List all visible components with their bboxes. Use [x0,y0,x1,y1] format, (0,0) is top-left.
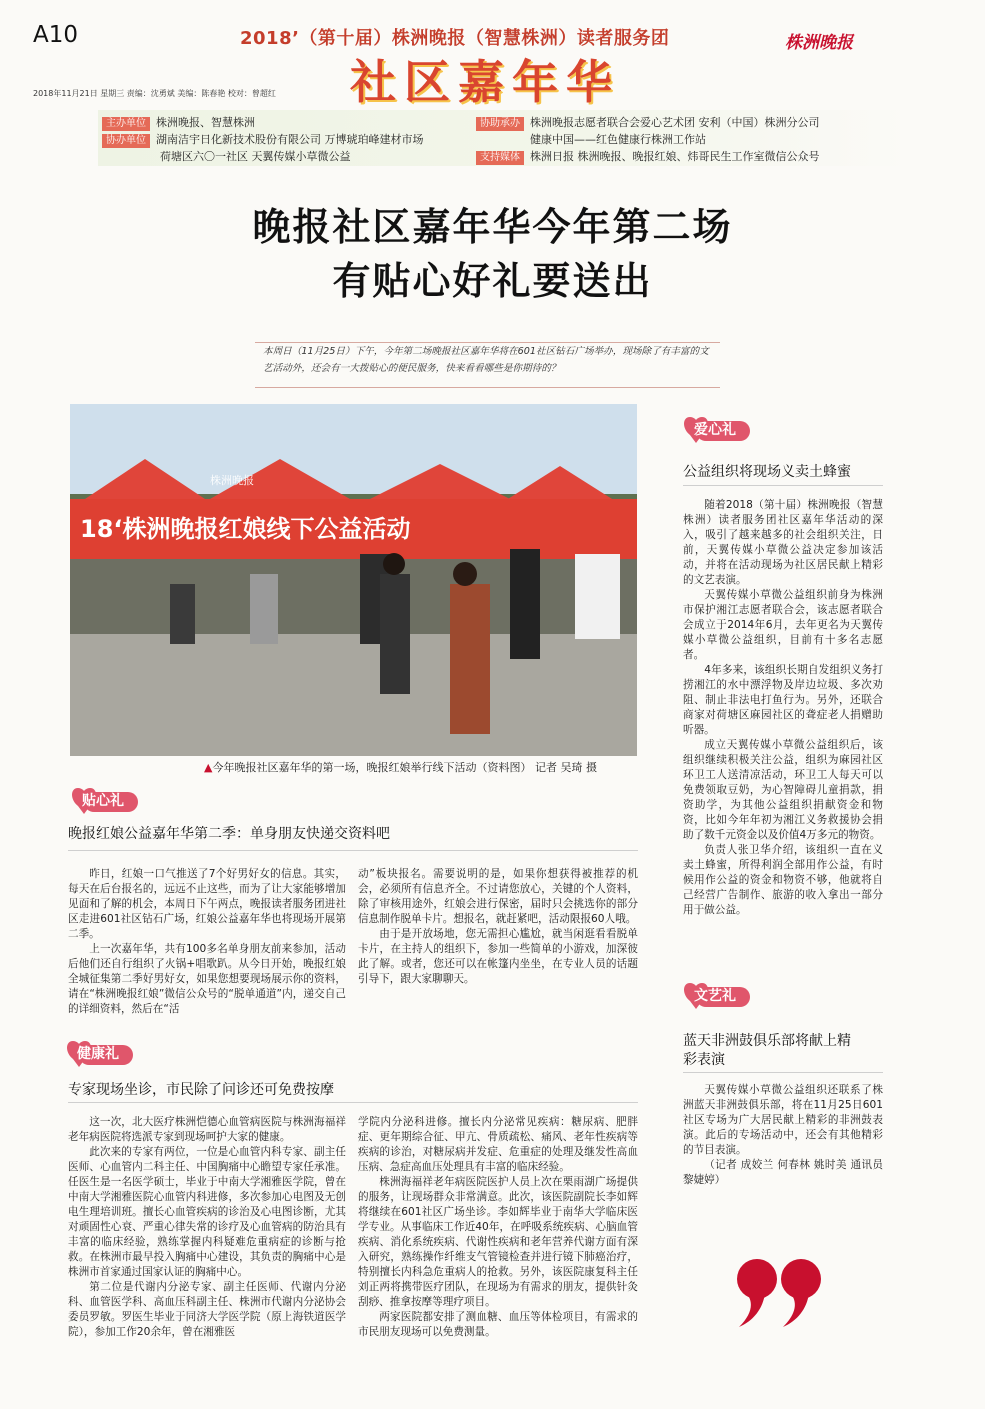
sponsor-tag: 协助承办 [476,117,524,131]
paragraph: 昨日，红娘一口气推送了7个好男好女的信息。其实，每天在后台报名的，远远不止这些，而为了让大家能够增加见面和了解的机会，本周日下午两点，晚报读者服务团进社区走进601社区钻石广场，红娘公益嘉年华也将现场开展第二季。 [68,868,346,940]
sponsor-text: 湖南洁宇日化新技术股份有限公司 万博琥珀峰建材市场 [156,133,424,146]
section-badge-aixin [680,415,750,445]
paragraph: 株洲海福祥老年病医院医护人员上次在栗雨湖广场提供的服务，让现场群众非常满意。此次，该医院副院长李如辉将继续在601社区广场坐诊。李如辉毕业于南华大学临床医学专业。从事临床工作近40年，在呼吸系统疾病、心脑血管疾病、消化系统疾病、代谢性疾病和老年营养代谢方面有深入研究，熟练操作纤维支气管镜检查并进行镜下肺癌治疗，特别擅长内科急危重病人的抢救。另外，该医院康复科主任刘正两将携带医疗团队，在现场为有需求的朋友，提供针灸刮痧、推拿按摩等理疗项目。 [358,1176,638,1308]
headline-line-1: 晚报社区嘉年华今年第二场 [252,205,733,249]
sponsor-text: 株洲晚报志愿者联合会爱心艺术团 安利（中国）株洲分公司 [530,116,820,129]
section1-col2 [358,867,638,987]
sponsor-row [160,148,351,164]
section-badge-tiexin [68,786,138,816]
badge-label: 文艺礼 [694,988,736,1004]
sponsor-row [102,114,255,131]
paragraph: 动”板块报名。需要说明的是，如果你想获得被推荐的机会，必须所有信息齐全。不过请您放心，关键的个人资料，除了审核用途外，红娘会进行保密，届时只会挑选你的部分信息制作脱单卡片。想报名，就赶紧吧，活动限报60人哦。 [358,868,638,925]
sponsor-row [530,131,706,147]
sponsor-tag: 支持媒体 [476,151,524,165]
page-number: A10 [33,22,79,48]
paragraph: 天翼传媒小草微公益组织前身为株洲市保护湘江志愿者联合会，该志愿者联合会成立于2014年6月，去年更名为天翼传媒小草微公益组织，目前有十多名志愿者。 [683,589,883,661]
event-photo [70,404,637,756]
paragraph: 这一次，北大医疗株洲恺德心血管病医院与株洲海福祥老年病医院将选派专家到现场呵护大家的健康。 [68,1116,346,1143]
paragraph: （记者 成姣兰 何春林 姚时美 通讯员 黎婕婷） [683,1159,883,1186]
paragraph: 天翼传媒小草微公益组织还联系了株洲蓝天非洲鼓俱乐部，将在11月25日601社区专场为广大居民献上精彩的非洲鼓表演。此后的专场活动中，还会有其他精彩的节目表演。 [683,1084,883,1156]
paragraph: 第二位是代谢内分泌专家、副主任医师、代谢内分泌科、血管医学科、高血压科副主任、株洲市代谢内分泌协会委员罗敏。罗医生毕业于同济大学医学院（原上海铁道医学院），参加工作20余年，曾在湘雅医 [68,1281,346,1338]
section1-col1 [68,867,346,1017]
divider [683,485,883,486]
intro-paragraph: 本周日（11月25日）下午，今年第二场晚报社区嘉年华将在601社区钻石广场举办，现场除了有丰富的文艺活动外，还会有一大拨贴心的便民服务，快来看看哪些是你期待的？ [255,342,720,388]
divider [683,1072,883,1073]
sponsor-text: 健康中国——红色健康行株洲工作站 [530,133,706,146]
paragraph: 上一次嘉年华，共有100多名单身朋友前来参加，活动后他们还自行组织了火锅+唱歌趴。从今日开始，晚报红娘全城征集第二季好男好女，如果您想要现场展示你的资料，请在“株洲晚报红娘”微信公众号的“脱单通道”内，递交自己的详细资料，然后在“活 [68,943,346,1015]
section1-subhead: 晚报红娘公益嘉年华第二季：单身朋友快递交资料吧 [68,826,390,842]
badge-label: 贴心礼 [82,793,124,809]
sponsor-row [476,148,820,165]
paragraph: 负责人张卫华介绍，该组织一直在义卖土蜂蜜，所得利润全部用作公益，有时候用作公益的资金和物资不够，他就将自己经营广告制作、旅游的收入拿出一部分用于做公益。 [683,844,883,916]
section3-subhead: 公益组织将现场义卖土蜂蜜 [683,464,851,480]
divider [68,850,638,851]
photo-banner-text: 18‘株洲晚报红娘线下公益活动 [80,515,411,543]
paragraph: 成立天翼传媒小草微公益组织后，该组织继续积极关注公益，组织为麻园社区环卫工人送清凉活动，环卫工人每天可以免费领取豆奶，为心智障碍儿童捐款，捐资助学，为其他公益组织捐献资金和物资，比如今年年初为湘江义务救援协会捐助了数千元资金以及价值4万多元的物资。 [683,739,883,841]
sponsor-text: 株洲晚报、智慧株洲 [156,116,255,129]
sponsor-tag: 协办单位 [102,134,150,148]
photo-caption [204,759,597,775]
section2-col2 [358,1115,638,1340]
divider [68,1102,638,1103]
event-photo-illustration [70,404,637,756]
sponsor-text: 株洲日报 株洲晚报、晚报红娘、炜哥民生工作室微信公众号 [530,150,820,163]
banner-title: 社区嘉年华 [350,55,620,109]
photo-tent-label: 株洲晚报 [210,474,254,487]
section4-body [683,1083,883,1188]
paragraph: 学院内分泌科进修。擅长内分泌常见疾病：糖尿病、肥胖症、更年期综合征、甲亢、骨质疏松、痛风、老年性疾病等疾病的诊治，对糖尿病并发症、危重症的处理及继发性高血压病、急症高血压处理具有丰富的临床经验。 [358,1116,638,1173]
paragraph: 此次来的专家有两位，一位是心血管内科专家、副主任医师、心血管内二科主任、中国胸痛中心瞻望专家任承准。任医生是一名医学硕士，毕业于中南大学湘雅医学院，曾在中南大学湘雅医院心血管内科进修，多次参加心电图及无创电生理培训班。擅长心血管疾病的诊治及心电图诊断，尤其对顽固性心衰、严重心律失常的诊疗及心血管病的防治具有丰富的临床经验，熟练掌握内科疑难危重病症的诊断与抢救。在株洲市最早投入胸痛中心建设，其负责的胸痛中心是株洲市首家通过国家认证的胸痛中心。 [68,1146,346,1278]
section2-subhead: 专家现场坐诊，市民除了问诊还可免费按摩 [68,1082,334,1098]
sponsor-tag: 主办单位 [102,117,150,131]
section2-col1 [68,1115,346,1340]
sponsor-row [476,114,820,131]
paragraph: 4年多来，该组织长期自发组织义务打捞湘江的水中漂浮物及岸边垃圾、多次劝阻、制止非法电打鱼行为。另外，还联合商家对荷塘区麻园社区的聋症老人捐赠助听器。 [683,664,883,736]
paragraph: 两家医院都安排了测血糖、血压等体检项目，有需求的市民朋友现场可以免费测量。 [358,1311,638,1338]
badge-label: 健康礼 [77,1046,119,1062]
sponsor-row [102,131,424,148]
paragraph: 由于是开放场地，您无需担心尴尬，就当闲逛看看脱单卡片，在主持人的组织下，参加一些简单的小游戏，加深彼此了解。或者，您还可以在帐篷内坐坐，在专业人员的话题引导下，跟大家聊聊天。 [358,928,638,985]
section3-body [683,498,883,918]
paragraph: 随着2018（第十届）株洲晚报（智慧株洲）读者服务团社区嘉年华活动的深入，吸引了越来越多的社会组织关注，日前，天翼传媒小草微公益决定参加该活动，并将在活动现场为社区居民献上精彩的文艺表演。 [683,499,883,586]
banner-line: 2018’（第十届）株洲晚报（智慧株洲）读者服务团 [240,28,670,49]
section4-subhead-line-1: 蓝天非洲鼓俱乐部将献上精 [683,1033,851,1049]
section-badge-wenyi [680,981,750,1011]
headline-line-2: 有贴心好礼要送出 [332,259,653,303]
section4-subhead-line-2: 彩表演 [683,1052,725,1068]
sponsors-block [98,110,908,166]
dateline: 2018年11月21日 星期三 责编：沈勇斌 美编：陈春艳 校对：曾超红 [33,89,276,98]
section-badge-jiankang [63,1039,133,1069]
newspaper-logo: 株洲晚报 [785,33,853,53]
caption-text: 今年晚报社区嘉年华的第一场，晚报红娘举行线下活动（资料图） 记者 吴琦 摄 [212,761,597,774]
sponsor-text: 荷塘区六〇一社区 天翼传媒小草微公益 [160,150,351,163]
double-quote-icon [735,1257,827,1333]
caption-marker: ▲ [204,761,213,774]
badge-label: 爱心礼 [694,422,736,438]
